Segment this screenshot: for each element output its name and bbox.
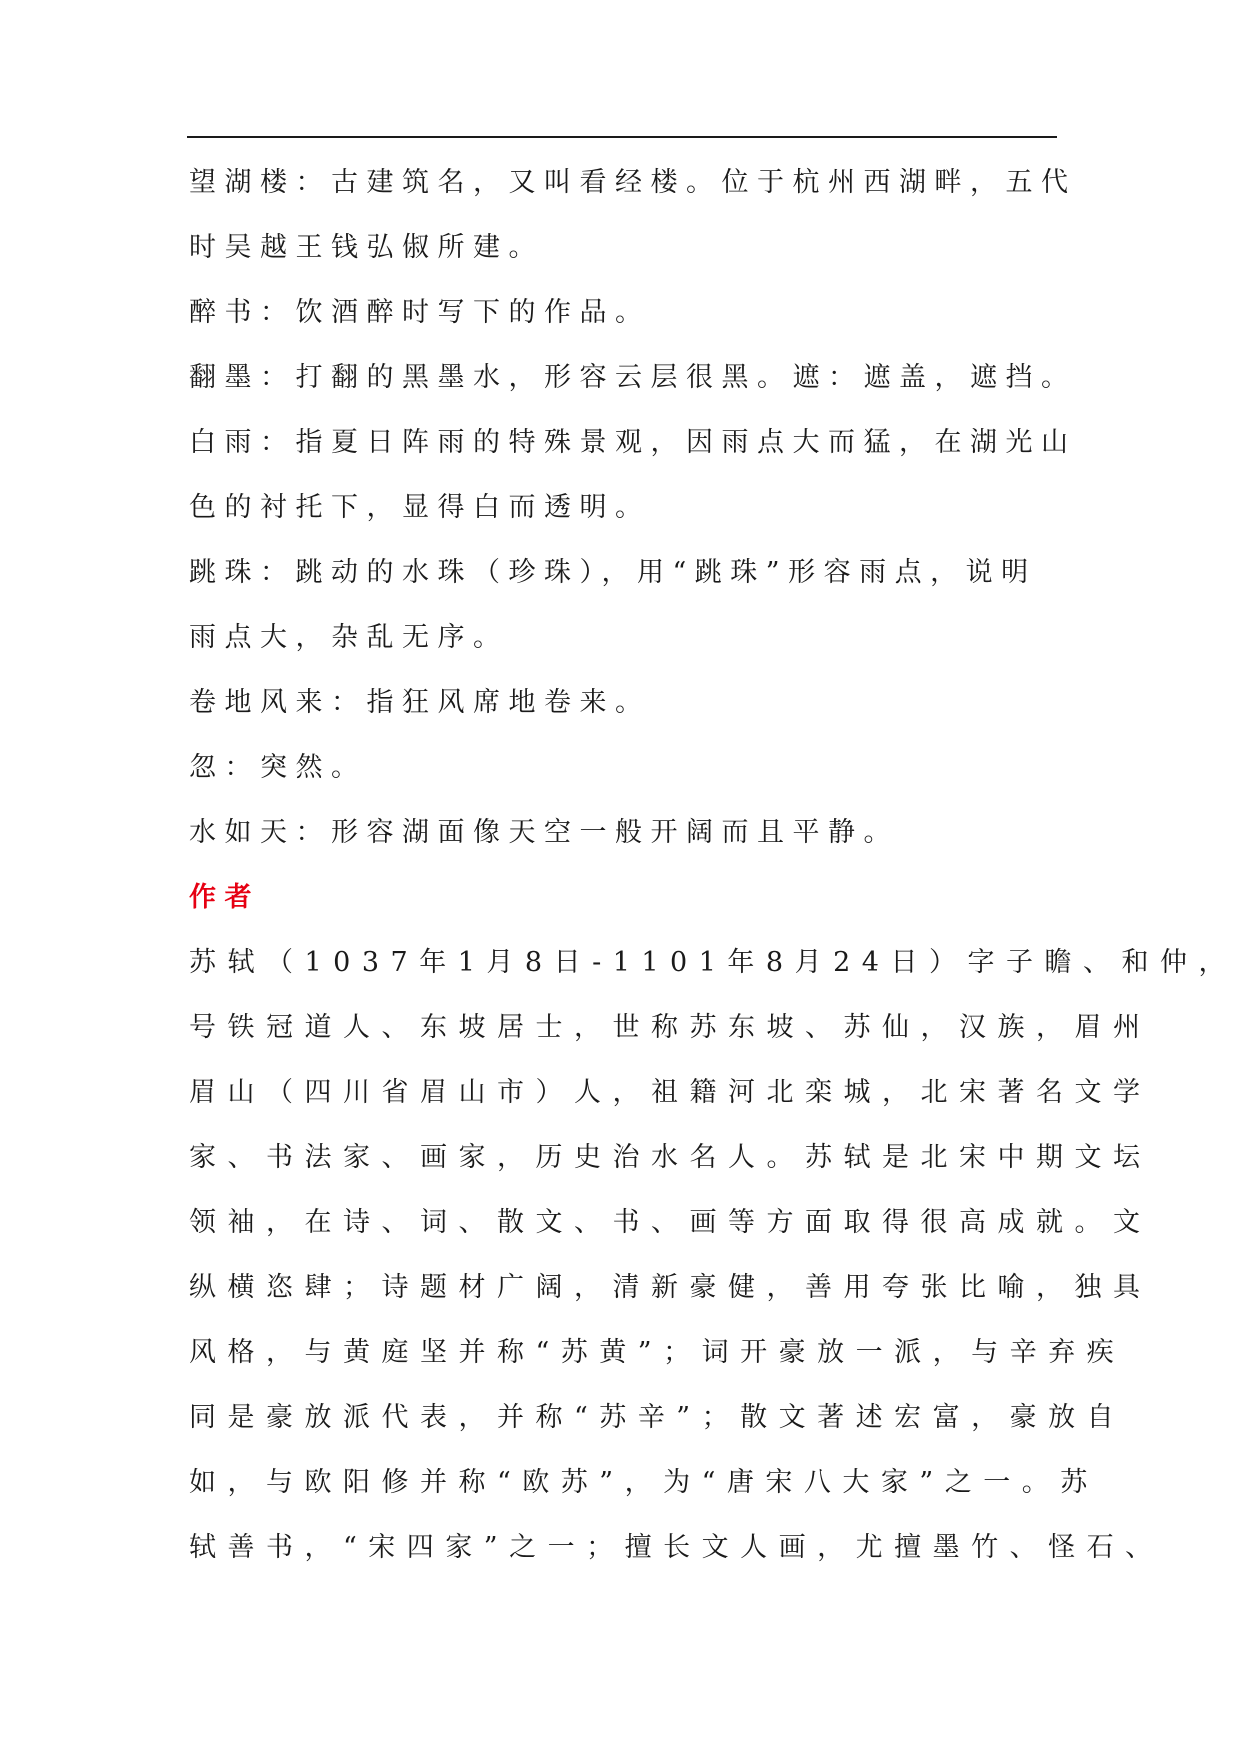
- glossary-line: 时吴越王钱弘俶所建。: [189, 232, 544, 263]
- biography-line: 家、书法家、画家，历史治水名人。苏轼是北宋中期文坛: [189, 1142, 1152, 1173]
- glossary-line: 望湖楼：古建筑名，又叫看经楼。位于杭州西湖畔，五代: [189, 167, 1077, 198]
- glossary-line: 翻墨：打翻的黑墨水，形容云层很黑。遮：遮盖，遮挡。: [189, 362, 1077, 393]
- biography-line: 苏轼（1037年1月8日-1101年8月24日）字子瞻、和仲，: [189, 947, 1237, 978]
- biography-line: 风格，与黄庭坚并称“苏黄”；词开豪放一派，与辛弃疾: [189, 1337, 1126, 1368]
- glossary-line: 醉书：饮酒醉时写下的作品。: [189, 297, 651, 328]
- glossary-line: 卷地风来：指狂风席地卷来。: [189, 687, 651, 718]
- glossary-line: 色的衬托下，显得白而透明。: [189, 492, 651, 523]
- biography-line: 纵横恣肆；诗题材广阔，清新豪健，善用夸张比喻，独具: [189, 1272, 1152, 1303]
- biography-line: 眉山（四川省眉山市）人，祖籍河北栾城，北宋著名文学: [189, 1077, 1152, 1108]
- biography-line: 同是豪放派代表，并称“苏辛”；散文著述宏富，豪放自: [189, 1402, 1126, 1433]
- glossary-line: 跳珠：跳动的水珠（珍珠），用“跳珠”形容雨点，说明: [189, 557, 1037, 588]
- glossary-line: 水如天：形容湖面像天空一般开阔而且平静。: [189, 817, 899, 848]
- glossary-line: 忽：突然。: [189, 752, 367, 783]
- biography-line: 领袖，在诗、词、散文、书、画等方面取得很高成就。文: [189, 1207, 1152, 1238]
- biography-line: 号铁冠道人、东坡居士，世称苏东坡、苏仙，汉族，眉州: [189, 1012, 1152, 1043]
- biography-line: 轼善书，“宋四家”之一；擅长文人画，尤擅墨竹、怪石、: [189, 1532, 1164, 1563]
- document-body: [189, 150, 1237, 1580]
- header-rule: [187, 136, 1057, 138]
- glossary-line: 白雨：指夏日阵雨的特殊景观，因雨点大而猛，在湖光山: [189, 427, 1077, 458]
- glossary-line: 雨点大，杂乱无序。: [189, 622, 509, 653]
- author-heading: 作者: [189, 882, 260, 913]
- biography-line: 如，与欧阳修并称“欧苏”，为“唐宋八大家”之一。苏: [189, 1467, 1099, 1498]
